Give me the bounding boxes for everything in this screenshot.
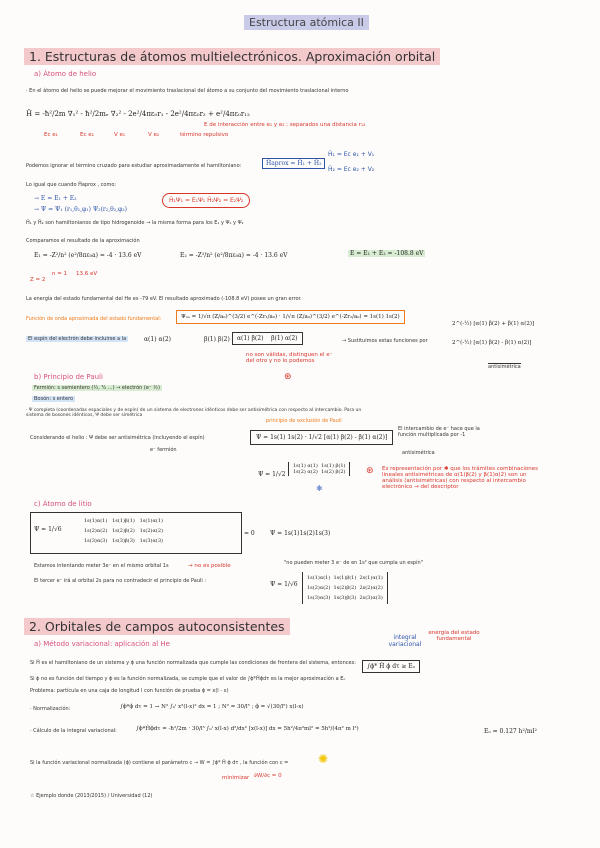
li-cell: 1s(2)α(2) (139, 528, 163, 534)
approx-h2: Ĥ₂ = Ec e₂ + V₂ (328, 166, 375, 173)
integral-variational-label: integral variacional (388, 634, 422, 648)
li-cell: 1s(3)α(3) (84, 538, 108, 544)
not-valid-note: no son válidas, distinguen el e⁻ del otro y no lo podemos (246, 352, 333, 364)
det-cell: 1s(2) β(2) (321, 469, 346, 475)
antisym-combination: 2^(-½) [α(1) β(2) - β(1) α(2)] (452, 340, 532, 346)
li-matrix (84, 516, 163, 546)
li2-cell: 1s(2)β(2) (333, 585, 357, 591)
e1-formula: E₁ = -Z²/n² (e²/8πε₀a) = -4 · 13.6 eV (34, 252, 142, 259)
spin-mix: α(1) β(2) (237, 335, 264, 342)
li2-cell: 1s(1)β(1) (333, 575, 357, 581)
li-cell: 1s(1)α(1) (139, 518, 163, 524)
example-problem: Problema: partícula en una caja de longitud l con función de prueba ϕ = x(l - x) (30, 688, 229, 694)
fermion-definition: Fermión: s semientero (½, ³⁄₂ ...) → electrón (e⁻ ½) (34, 385, 160, 391)
spin-beta: β(1) β(2) (204, 336, 230, 343)
li2-cell: 1s(2)α(2) (307, 585, 331, 591)
minimize-label: minimizar (222, 775, 250, 781)
red-star-icon: ⊛ (366, 466, 374, 476)
subsection-c-label: c) Átomo de litio (34, 500, 92, 508)
variational-text: Si Ĥ es el hamiltoniano de un sistema y ϕ una función normalizada que cumple las condiciones de frontera del sistema, entonces: (30, 660, 356, 666)
e-fermion-arrow: e⁻ fermión (150, 447, 177, 453)
normalization-label: · Normalización: (30, 706, 71, 712)
subsection-a-label: a) Átomo de helio (34, 70, 97, 78)
integral-calc-label: · Cálculo de la integral variacional: (30, 728, 117, 734)
li2-matrix (302, 572, 388, 604)
experimental-text: La energía del estado fundamental del He es -79 eV. El resultado aproximado (-108.8 eV) posee un gran error. (26, 296, 302, 302)
li-quote: "no pueden meter 3 e⁻ de en 1s² que cumpla un espín" (284, 560, 423, 566)
boson-definition: Bosón: s entero (34, 396, 74, 402)
dw-label: ∂W/∂c = 0 (254, 773, 282, 779)
red-star-icon: ⊛ (284, 372, 292, 382)
li-prefix: Ψ = 1/√6 (34, 526, 62, 533)
wave-eigen-circle: Ĥ₁Ψ₁ = E₁Ψ₁ Ĥ₂Ψ₂ = E₂Ψ₂ (162, 193, 250, 208)
blue-star-icon: ✱ (316, 484, 323, 493)
e-total: E = E₁ + E₂ = -108.8 eV (350, 250, 424, 257)
yellow-star-icon: ✺ (318, 752, 329, 766)
pauli-text: · Ψ completa (coordenadas espaciales y de espín) de un sistema de electrones idénticos debe ser antisimétrica con respecto al intercambio. Para un sistema de bosones idénticos, Ψ debe ser simétrica (26, 408, 362, 418)
hamiltonian-term-2: Ec e₂ (80, 132, 94, 138)
combination-text: → Sustituimos estas funciones por (342, 338, 428, 344)
li-cell: 1s(1)α(1) (84, 518, 108, 524)
fermion-text (32, 385, 162, 391)
hydrogenoid-text: Ĥ₁ y Ĥ₂ son hamiltonianos de tipo hidrogenoide → la misma forma para los E₁ y Ψ₁ y Ψ₂ (26, 220, 244, 226)
normalization-formula: ∫ϕ*ϕ dτ = 1 → N² ∫₀ˡ x²(l-x)² dx = 1 ; N² = 30/l⁵ ; ϕ = √(30/l⁵) x(l-x) (120, 704, 304, 710)
sym-combination: 2^(-½) [α(1) β(2) + β(1) α(2)] (452, 321, 535, 327)
antisym-label: antisimétrica (488, 364, 521, 370)
e2-formula: E₂ = -Z²/n² (e²/8πε₀a) = -4 · 13.6 eV (180, 252, 288, 259)
z-label: Z = 2 (30, 277, 46, 283)
ignore-text: Podemos ignorar el término cruzado para estudiar aproximadamente el hamiltoniano: (26, 163, 242, 169)
consider-text: Considerando el helio : Ψ debe ser antisimétrica (incluyendo el espín) (30, 435, 205, 441)
section-2-heading: 2. Orbitales de campos autoconsistentes (24, 618, 290, 635)
li2-cell: 1s(3)α(3) (307, 595, 331, 601)
spin-alpha: α(1) α(2) (144, 336, 172, 343)
li-cell: 1s(2)α(2) (84, 528, 108, 534)
det-note: Es representación por ✱ que los trámites combinaciones lineales antisimétricas de α(1)β(2) y β(1)α(2) son un análisis (antisimétricas) con respecto al intercambio electrónico → del descriptor (382, 466, 538, 490)
interchange-note: El intercambio de e⁻ hace que la función multiplicada por -1 (398, 426, 480, 438)
subsection-2a-label: a) Método variacional: aplicación al He (34, 640, 170, 648)
li-result: Ψ = 1s(1)1s(2)1s(3) (270, 530, 331, 537)
li2-cell: 2s(2)α(2) (359, 585, 383, 591)
section-1-heading: 1. Estructuras de átomos multielectrónicos. Aproximación orbital (24, 48, 440, 65)
li-cell: 1s(2)β(2) (112, 528, 135, 534)
compare-text: Comparamos el resultado de la aproximación (26, 238, 140, 244)
li-cell: 1s(3)α(3) (139, 538, 163, 544)
boson-text (32, 396, 75, 402)
hamiltonian-term-4: V e₂ (148, 132, 160, 138)
page-title: Estructura atómica II (244, 15, 369, 30)
li2-cell: 2s(3)α(3) (359, 595, 383, 601)
repulsion-note: término repulsivo (180, 132, 229, 138)
det-cell: 1s(1) β(1) (321, 463, 346, 469)
psi-box: Ψ = 1s(1) 1s(2) · 1/√2 [α(1) β(2) - β(1) α(2)] (250, 430, 393, 445)
spin-mix-box (232, 332, 303, 345)
e-result: Eₒ = 0.127 h²/ml² (484, 728, 537, 735)
variational-text-2: Si ϕ no es función del tiempo y ϕ es la función normalizada, se cumple que el valor de ∫ϕ*Ĥϕdτ es la mejor aproximación a Eₒ (30, 676, 346, 682)
integral-calc-formula: ∫ϕ*Ĥϕdτ = -ħ²/2m · 30/l⁵ ∫₀ˡ x(l-x) d²/dx² [x(l-x)] dx = 5h²/4π²ml² = 5h²/(4π² m l²) (136, 726, 359, 732)
approx-hamiltonian: Ĥaprox = Ĥ₁ + Ĥ₂ (262, 158, 325, 169)
hamiltonian-term-1: Ec e₁ (44, 132, 58, 138)
example-label: ☆ Ejemplo donde (2013/2015) / Universidad (12) (30, 793, 153, 799)
spin-mix2: β(1) α(2) (271, 335, 298, 342)
repulsion-description: E de interacción entre e₁ y e₂ ; separados una distancia r₁₂ (204, 122, 366, 128)
det-cell: 1s(2) α(2) (293, 469, 318, 475)
li2-cell: 1s(3)β(3) (333, 595, 357, 601)
li-cell: 1s(3)β(3) (112, 538, 135, 544)
spin-text: El espín del electrón debe incluirse a la (28, 336, 127, 342)
li-cell: 1s(1)β(1) (112, 518, 135, 524)
det-matrix (288, 462, 350, 476)
li2-cell: 1s(1)α(1) (307, 575, 331, 581)
det-prefix: Ψ = 1/√2 (258, 471, 286, 478)
hamiltonian-formula: Ĥ = -ħ²/2m ∇₁² - ħ²/2mₑ ∇₂² - 2e²/4πε₀r₁ - 2e²/4πε₀r₂ + e²/4πε₀r₁₂ (26, 110, 250, 118)
approx-h1: Ĥ₁ = Ec e₁ + V₁ (328, 151, 375, 158)
antisym-note: antisimétrica (402, 450, 435, 456)
energy-sum: → E = E₁ + E₂ (34, 195, 77, 202)
variational-inequality: ∫ϕ* Ĥ ϕ dτ ≥ Eₒ (362, 660, 420, 673)
intro-text: · En el átomo del helio se puede mejorar el movimiento traslacional del átomo a su conjunto del movimiento traslacional interno (26, 88, 349, 94)
li2-prefix: Ψ = 1/√6 (270, 581, 298, 588)
ev-label: 13.6 eV (76, 271, 98, 277)
li2-cell: 2s(1)α(1) (359, 575, 383, 581)
hamiltonian-term-3: V e₁ (114, 132, 126, 138)
n-label: n = 1 (52, 271, 68, 277)
li-text-2: El tercer e⁻ irá al orbital 2s para no contradecir el principio de Pauli : (34, 578, 207, 584)
li-no-possible: → no es posible (188, 563, 231, 569)
det-cell: 1s(1) α(1) (293, 463, 318, 469)
subsection-b-label: b) Principio de Pauli (34, 373, 103, 381)
li-zero: = 0 (244, 530, 255, 537)
orbital-text: Función de onda aproximada del estado fundamental: (26, 316, 162, 322)
equal-text: Lo igual que cuando Ĥaprox , como: (26, 182, 117, 188)
li-text-1: Estamos intentando meter 3e⁻ en el mismo orbital 1s (34, 563, 169, 569)
param-text: Si la función variacional normalizada (ϕ) contiene el parámetro c → W = ∫ϕ* Ĥ ϕ dτ , la función con c = (30, 760, 289, 766)
ground-energy-label: energía del estado fundamental (428, 630, 480, 642)
wave-product: → Ψ = Ψ₁ (r₁,θ₁,φ₁) Ψ₂(r₂,θ₂,φ₂) (34, 206, 127, 213)
orbital-formula: Ψ₁ₛ = 1/√π (Z/a₀)^(3/2) e^(-Zr₁/a₀) · 1/√π (Z/a₀)^(3/2) e^(-Zr₂/a₀) = 1s(1) 1s(2) (176, 310, 405, 324)
pauli-highlight: principio de exclusión de Pauli (266, 418, 342, 424)
